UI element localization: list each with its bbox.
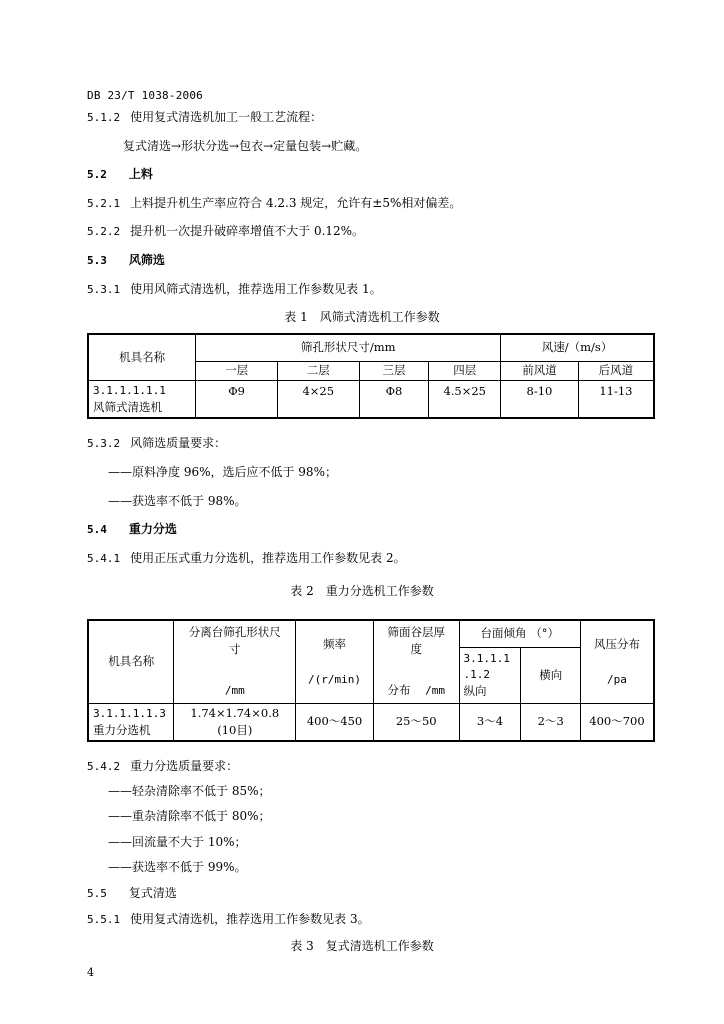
- table-1-name-header: 机具名称: [88, 334, 196, 380]
- requirement-item: ——轻杂清除率不低于 85%；: [108, 784, 271, 798]
- table-2-sieve-value-line: (10目): [217, 722, 253, 737]
- clause-text: 使用复式清选机，推荐选用工作参数见表 3。: [130, 912, 370, 926]
- table-1-value: Φ8: [359, 380, 429, 418]
- table-1-caption: 表 1 风筛式清选机工作参数: [284, 310, 440, 324]
- clause-5-3-1: [87, 280, 382, 297]
- table-2-sieve-unit: /mm: [224, 684, 245, 697]
- clause-5-2-1: [87, 194, 461, 211]
- table-2-angle-long-line: 3.1.1.1: [463, 652, 510, 665]
- table-2-trans-value: 2～3: [521, 703, 581, 741]
- table-2-sieve-header: [174, 620, 296, 703]
- table-1-layer: 四层: [429, 361, 501, 380]
- table-1-wind-header: 风速/（m/s）: [501, 334, 654, 361]
- table-1: [87, 333, 655, 419]
- table-2-freq-value: 400～450: [296, 703, 374, 741]
- table-2-row-name: 重力分选机: [93, 722, 151, 737]
- table-2-freq-header: [296, 620, 374, 703]
- requirement-item: ——获选率不低于 98%。: [108, 494, 247, 508]
- document-header: DB 23/T 1038-2006: [87, 89, 203, 102]
- process-flow: 复式清选→形状分选→包衣→定量包装→贮藏。: [123, 139, 368, 153]
- table-1-value: Φ9: [196, 380, 278, 418]
- section-5-3: [87, 251, 165, 268]
- clause-5-2-2: [87, 222, 364, 239]
- table-1-channel: 前风道: [501, 361, 579, 380]
- table-2-row-code: 3.1.1.1.1.3: [93, 706, 166, 720]
- clause-text: 提升机一次提升破碎率增值不大于 0.12%。: [130, 224, 365, 238]
- section-number: 5.4: [87, 523, 107, 536]
- table-2-angle-header: 台面倾角 （°）: [459, 620, 580, 647]
- table-2-sieve-header-line: 分离台筛孔形状尺: [188, 625, 281, 639]
- section-5-2: [87, 165, 153, 182]
- table-2-depth-sub-unit: /mm: [425, 684, 445, 697]
- page-number: 4: [87, 966, 94, 979]
- clause-text: 风筛选质量要求：: [130, 436, 227, 450]
- table-1-value: 8-10: [501, 380, 579, 418]
- table-1-value: 4×25: [277, 380, 359, 418]
- table-1-machine-cell: [88, 380, 196, 418]
- table-2-caption: 表 2 重力分选机工作参数: [290, 584, 434, 598]
- clause-text: 使用正压式重力分选机，推荐选用工作参数见表 2。: [130, 551, 406, 565]
- table-1-value: 4.5×25: [429, 380, 501, 418]
- section-number: 5.2: [87, 168, 107, 181]
- table-2-wind-label: 风压分布: [593, 636, 640, 651]
- table-2-sieve-value: [174, 703, 296, 741]
- clause-5-4-1: [87, 549, 406, 566]
- clause-number: 5.2.2: [87, 225, 121, 238]
- clause-text: 重力分选质量要求：: [130, 759, 239, 773]
- clause-5-3-2: [87, 434, 226, 451]
- table-3-caption: 表 3 复式清选机工作参数: [290, 939, 434, 953]
- table-2-machine-cell: [88, 703, 174, 741]
- table-2-angle-trans-header: 横向: [521, 647, 581, 703]
- section-number: 5.5: [87, 887, 107, 900]
- section-number: 5.3: [87, 254, 107, 267]
- clause-number: 5.3.1: [87, 283, 121, 296]
- section-title: 重力分选: [128, 522, 177, 536]
- table-1-row-code: 3.1.1.1.1.1: [93, 383, 166, 397]
- section-title: 风筛选: [128, 253, 165, 267]
- table-2-depth-value: 25～50: [373, 703, 459, 741]
- table-2-depth-header: [373, 620, 459, 703]
- table-2-freq-unit: /(r/min): [308, 672, 361, 686]
- table-1-channel: 后风道: [578, 361, 654, 380]
- requirement-item: ——重杂清除率不低于 80%；: [108, 809, 271, 823]
- table-2-freq-label: 频率: [323, 636, 347, 651]
- table-1-layer: 一层: [196, 361, 278, 380]
- clause-5-4-2: [87, 757, 238, 774]
- table-2: [87, 619, 655, 742]
- section-5-4: [87, 520, 177, 537]
- table-2-angle-long-header: [459, 647, 521, 703]
- clause-text: 使用风筛式清选机，推荐选用工作参数见表 1。: [130, 282, 382, 296]
- clause-5-5-1: [87, 910, 370, 927]
- table-1-layer: 三层: [359, 361, 429, 380]
- clause-number: 5.1.2: [87, 111, 121, 124]
- table-2-depth-header-line: 筛面谷层厚: [387, 625, 445, 639]
- table-1-layer: 二层: [277, 361, 359, 380]
- table-2-depth-header-line: 度: [410, 642, 422, 656]
- table-2-angle-long-line: 纵向: [463, 684, 487, 698]
- requirement-item: ——获选率不低于 99%。: [108, 860, 247, 874]
- requirement-item: ——原料净度 96%，选后应不低于 98%；: [108, 465, 337, 479]
- table-2-wind-value: 400～700: [580, 703, 654, 741]
- clause-5-1-2: [87, 108, 322, 125]
- table-2-sieve-header-line: 寸: [229, 642, 241, 656]
- clause-number: 5.5.1: [87, 913, 121, 926]
- requirement-item: ——回流量不大于 10%；: [108, 835, 247, 849]
- table-1-sieve-header: 筛孔形状尺寸/mm: [196, 334, 501, 361]
- table-2-wind-header: [580, 620, 654, 703]
- section-title: 复式清选: [128, 886, 177, 900]
- clause-text: 上料提升机生产率应符合 4.2.3 规定，允许有±5%相对偏差。: [130, 196, 462, 210]
- table-2-wind-unit: /pa: [607, 672, 627, 686]
- clause-number: 5.4.1: [87, 552, 121, 565]
- table-2-name-header: 机具名称: [88, 620, 174, 703]
- table-2-sieve-value-line: 1.74×1.74×0.8: [190, 705, 280, 720]
- table-2-depth-sub: [376, 682, 457, 699]
- table-1-value: 11-13: [578, 380, 654, 418]
- table-2-long-value: 3～4: [459, 703, 521, 741]
- clause-text: 使用复式清选机加工一般工艺流程：: [130, 110, 323, 124]
- section-title: 上料: [128, 167, 153, 181]
- clause-number: 5.4.2: [87, 760, 121, 773]
- table-2-angle-long-line: .1.2: [463, 668, 491, 681]
- clause-number: 5.2.1: [87, 197, 121, 210]
- clause-number: 5.3.2: [87, 437, 121, 450]
- section-5-5: [87, 884, 177, 901]
- table-2-depth-sub-label: 分布: [387, 683, 411, 697]
- table-1-row-name: 风筛式清选机: [93, 399, 162, 414]
